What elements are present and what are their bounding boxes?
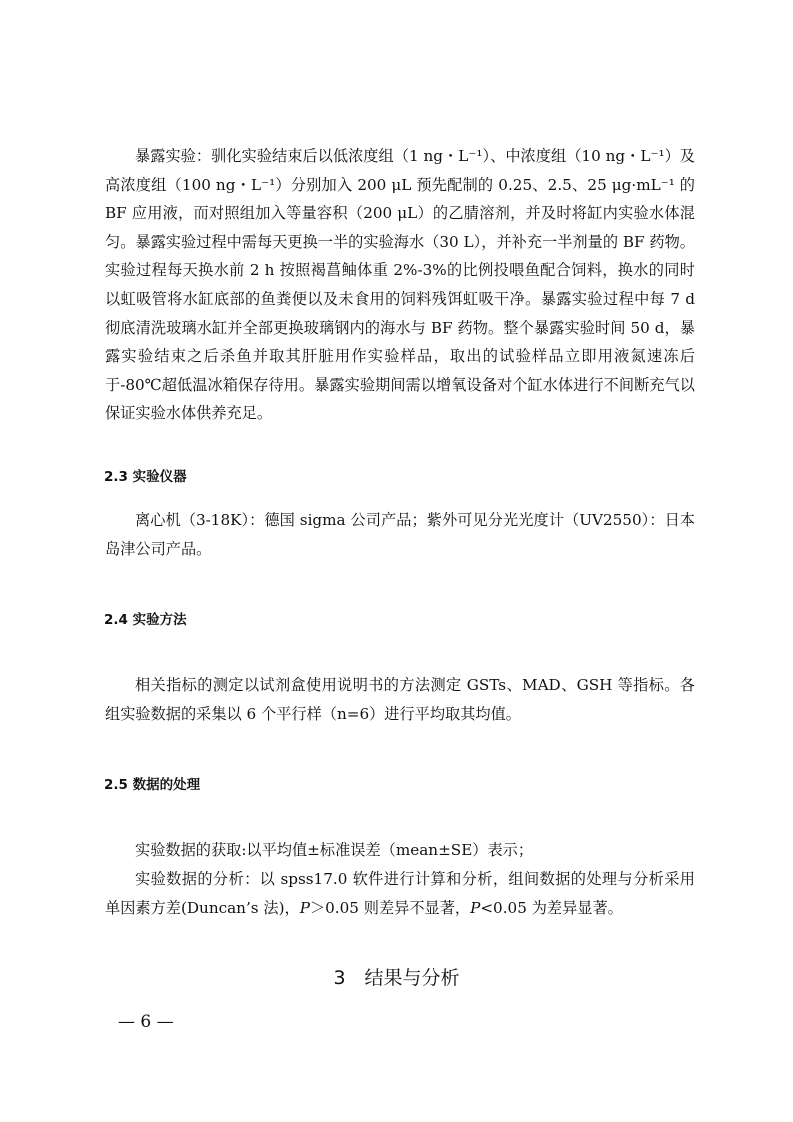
- data-acquisition-paragraph: 实验数据的获取:以平均值±标准误差（mean±SE）表示；: [135, 841, 534, 859]
- section-3-title: 3 结果与分析: [333, 967, 460, 989]
- heading-2-3-instruments: 2.3 实验仪器: [104, 469, 187, 485]
- exposure-paragraph: 暴露实验：驯化实验结束后以低浓度组（1 ng・L⁻¹）、中浓度组（10 ng・L⁻¹）及高浓度组（100 ng・L⁻¹）分别加入 200 μL 预先配制的 0.25、2.5、25 μg·mL⁻¹ 的 BF 应用液，而对照组加入等量容积（200 μL）的乙腈溶剂，并及时将缸内实验水体混匀。暴露实验过程中需每天更换一半的实验海水（30 L），并补充一半剂量的 BF 药物。实验过程每天换水前 2 h 按照褐菖鲉体重 2%-3%的比例投喂鱼配合饲料，换水的同时以虹吸管将水缸底部的鱼粪便以及未食用的饲料残饵虹吸干净。暴露实验过程中每 7 d 彻底清洗玻璃水缸并全部更换玻璃钢内的海水与 BF 药物。整个暴露实验时间 50 d，暴露实验结束之后杀鱼并取其肝脏用作实验样品，取出的试验样品立即用液氮速冻后于-80℃超低温冰箱保存待用。暴露实验期间需以增氧设备对个缸水体进行不间断充气以保证实验水体供养充足。: [105, 147, 695, 423]
- data-analysis-suffix: <0.05 为差异显著。: [480, 898, 623, 917]
- data-analysis-paragraph: [105, 865, 695, 922]
- heading-2-4-methods: 2.4 实验方法: [104, 612, 187, 628]
- data-analysis-mid: ＞0.05 则差异不显著，: [309, 898, 471, 917]
- methods-paragraph: 相关指标的测定以试剂盒使用说明书的方法测定 GSTs、MAD、GSH 等指标。各组实验数据的采集以 6 个平行样（n=6）进行平均取其均值。: [105, 676, 695, 723]
- data-analysis-prefix: 实验数据的分析：以 spss17.0 软件进行计算和分析，组间数据的处理与分析采用单因素方差(Duncan’s 法)，: [105, 870, 695, 917]
- heading-2-5-data-processing: 2.5 数据的处理: [104, 777, 201, 793]
- p-value-symbol: P: [470, 898, 481, 917]
- p-value-symbol: P: [299, 898, 310, 917]
- page-number: — 6 —: [118, 1012, 174, 1032]
- instruments-paragraph: 离心机（3-18K）：德国 sigma 公司产品；紫外可见分光光度计（UV2550）：日本岛津公司产品。: [105, 511, 695, 558]
